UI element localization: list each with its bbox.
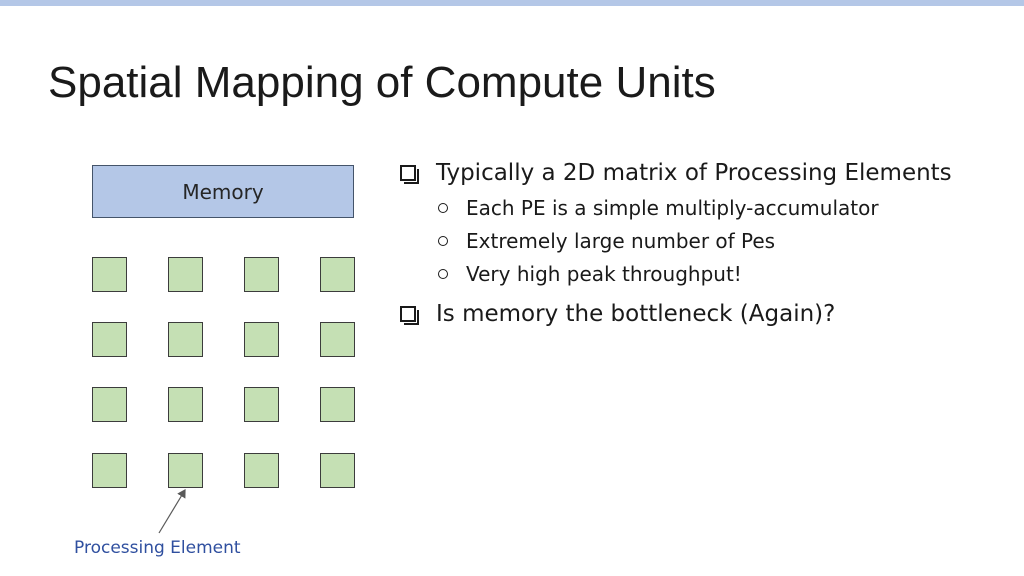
sub-bullet-list — [398, 191, 1018, 290]
checkbox-bullet-icon — [400, 306, 416, 322]
pe-caption: Processing Element — [74, 538, 241, 558]
sub-bullet-text: Extremely large number of Pes — [466, 228, 776, 253]
sub-bullet-item — [398, 191, 1018, 224]
bullet-item — [398, 296, 1018, 332]
circle-bullet-icon — [438, 203, 448, 213]
circle-bullet-icon — [438, 236, 448, 246]
checkbox-bullet-icon — [400, 165, 416, 181]
page-title: Spatial Mapping of Compute Units — [48, 58, 716, 107]
sub-bullet-item — [398, 257, 1018, 290]
bullet-group-1 — [398, 155, 1018, 290]
bullet-text: Is memory the bottleneck (Again)? — [436, 301, 836, 327]
bullet-group-2 — [398, 296, 1018, 332]
sub-bullet-text: Very high peak throughput! — [466, 261, 742, 286]
bullet-item — [398, 155, 1018, 191]
sub-bullet-text: Each PE is a simple multiply-accumulator — [466, 195, 879, 220]
circle-bullet-icon — [438, 269, 448, 279]
sub-bullet-item — [398, 224, 1018, 257]
bullet-text: Typically a 2D matrix of Processing Elements — [436, 160, 952, 186]
bullet-list — [398, 155, 1018, 332]
memory-label: Memory — [182, 179, 264, 204]
